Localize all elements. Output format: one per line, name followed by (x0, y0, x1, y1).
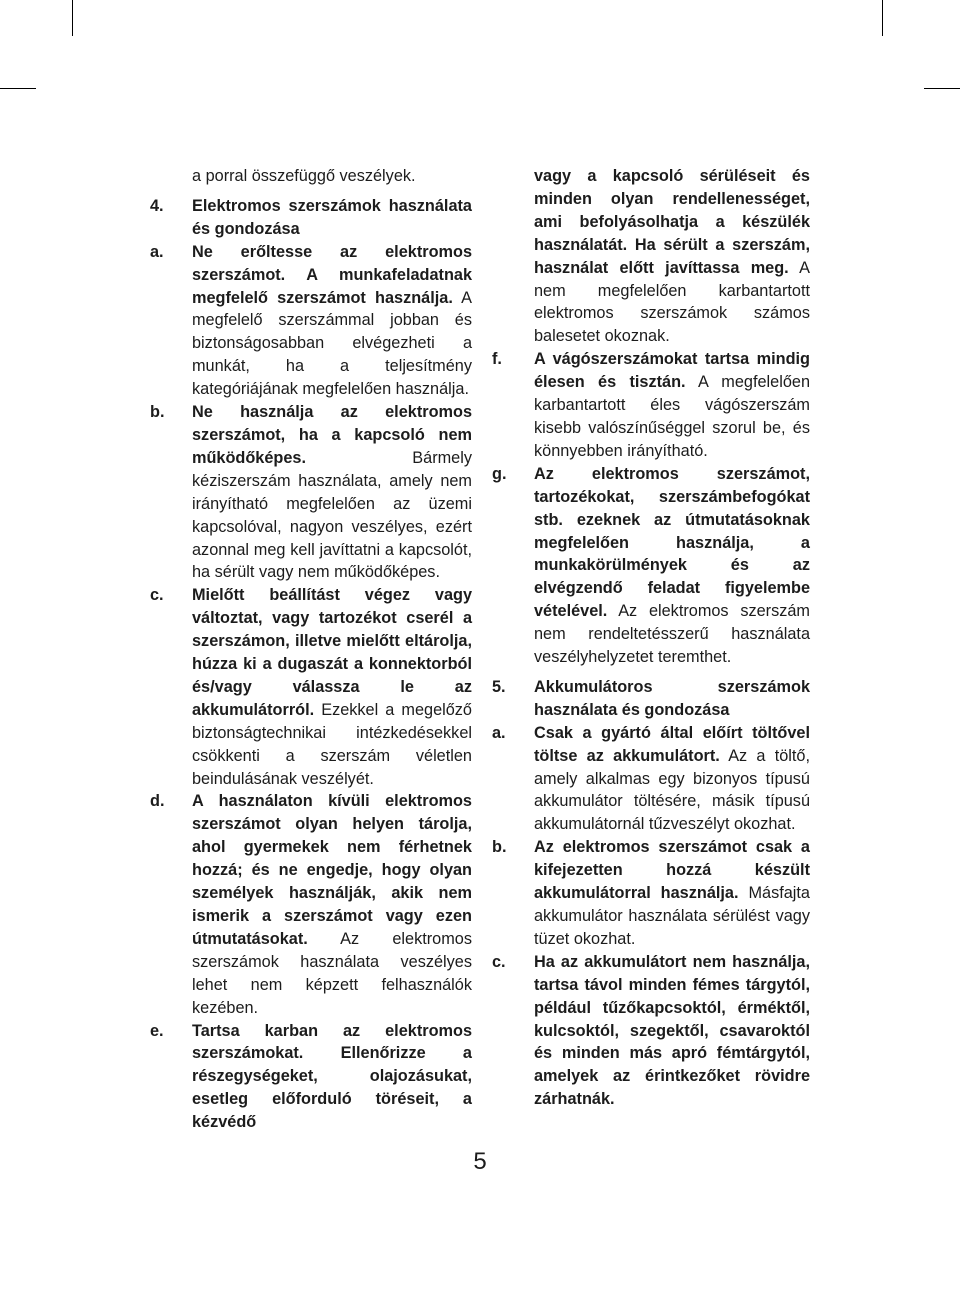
list-item: e. Tartsa karban az elektromos szerszámokat. Ellenőrizze a részegységeket, olajozásukat, esetleg előforduló töréseit, a kézvédő (150, 1021, 472, 1132)
list-item: a. Ne erőltesse az elektromos szerszámot. A munkafeladatnak megfelelő szerszámot használja. A megfelelő szerszámmal jobban és biztonságosabban elvégezheti a munkát, ha a teljesítmény kategóriájának megfelelően használja. (150, 242, 472, 399)
list-item: a porral összefüggő veszélyek. (192, 167, 416, 185)
list-item: f. A vágószerszámokat tartsa mindig élesen és tisztán. A megfelelően karbantartott éles vágószerszám kisebb valószínűséggel szorul be, és könnyebben irányítható. (492, 350, 810, 460)
list-item: b. Az elektromos szerszámot csak a kifejezetten hozzá készült akkumulátorral használja. Másfajta akkumulátor használata sérülést vagy tüzet okozhat. (492, 838, 810, 948)
list-item: c. Mielőtt beállítást végez vagy változtat, vagy tartozékot cserél a szerszámon, illetve mielőtt eltárolja, húzza ki a dugaszát a konnektorból és/vagy válassza le az akkumulátorról. Ezekkel a megelőző biztonságtechnikai intézkedésekkel csökkenti a szerszám véletlen beindulásának veszélyét. (150, 586, 472, 788)
list-item: d. A használaton kívüli elektromos szerszámot olyan helyen tárolja, ahol gyermekek nem férhetnek hozzá; és ne engedje, hogy olyan személyek használják, akik nem ismerik a szerszámot vagy ezen útmutatásokat. Az elektromos szerszámok használata veszélyes lehet nem képzett felhasználók kezében. (150, 792, 472, 1017)
list-item: a. Csak a gyártó által előírt töltővel töltse az akkumulátort. Az a töltő, amely alkalmas egy bizonyos típusú akkumulátor töltésére, másik típusú akkumulátornál tűzveszélyt okozhat. (492, 723, 810, 834)
page-number: 5 (473, 1148, 487, 1175)
left-column (150, 165, 472, 1134)
crop-mark-top-left (72, 0, 73, 36)
list-item: vagy a kapcsoló sérüléseit és minden olyan rendellenességet, ami befolyásolhatja a készülék használatát. Ha sérült a szerszám, használat előtt javíttassa meg. A nem megfelelően karbantartott elektromos szerszámok számos balesetet okoznak. (534, 167, 811, 346)
section-heading-5: 5. Akkumulátoros szerszámok használata és gondozása (492, 677, 810, 719)
list-item: g. Az elektromos szerszámot, tartozékokat, szerszámbefogókat stb. ezeknek az útmutatásoknak megfelelően használja, a munkakörülmények és az elvégzendő feladat figyelembe vételével. Az elektromos szerszám nem rendeltetésszerű használata veszélyhelyzetet teremthet. (492, 464, 810, 667)
crop-mark-top-right (882, 0, 883, 36)
list-item: b. Ne használja az elektromos szerszámot, ha a kapcsoló nem működőképes. Bármely kéziszerszám használata, amely nem irányítható megfelelően az üzemi kapcsolóval, nagyon veszélyes, ezért azonnal meg kell javíttatni a kapcsolót, ha sérült vagy nem működőképes. (150, 403, 472, 582)
list-item: c. Ha az akkumulátort nem használja, tartsa távol minden fémes tárgytól, például tűzőkapcsoktól, érméktől, kulcsoktól, szegektől, csavaroktól és minden más apró fémtárgytól, amelyek az érintkezőket rövidre zárhatnák. (492, 952, 810, 1109)
crop-mark-left (0, 88, 36, 89)
section-heading-4: 4. Elektromos szerszámok használata és gondozása (150, 196, 472, 238)
right-column (492, 165, 810, 1111)
crop-mark-right (924, 88, 960, 89)
